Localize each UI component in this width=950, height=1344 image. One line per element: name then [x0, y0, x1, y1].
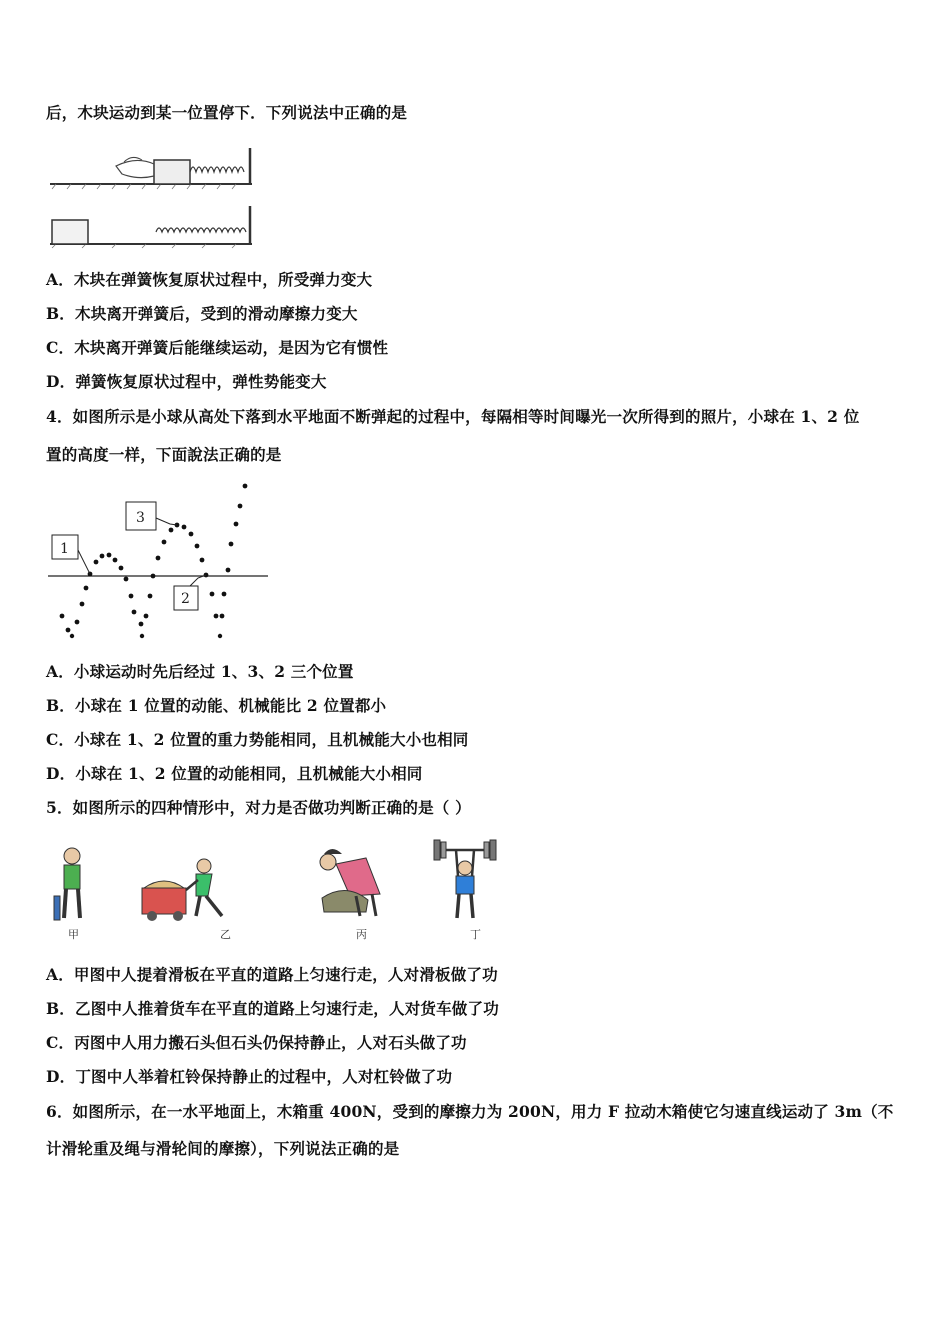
q5-stem: 5．如图所示的四种情形中，对力是否做功判断正确的是（ ）	[46, 798, 471, 817]
q4-option-a: A．小球运动时先后经过 1、3、2 三个位置	[46, 662, 354, 681]
bouncing-ball-figure	[46, 478, 272, 640]
q5-option-c: C．丙图中人用力搬石头但石头仍保持静止，人对石头做了功	[46, 1033, 467, 1052]
spring-block-figure	[46, 142, 256, 250]
label-1: 1	[60, 541, 69, 557]
q5-option-d: D．丁图中人举着杠铃保持静止的过程中，人对杠铃做了功	[46, 1067, 453, 1086]
q4-stem-line2: 置的高度一样，下面說法正确的是	[46, 445, 282, 464]
scene-ding	[434, 840, 496, 941]
caption-jia: 甲	[68, 928, 79, 941]
scene-yi	[142, 859, 231, 941]
q3-option-a: A．木块在弹簧恢复原状过程中，所受弹力变大	[46, 270, 373, 289]
q6-stem-line1: 6．如图所示，在一水平地面上，木箱重 400N，受到的摩擦力为 200N，用力 F 拉动木箱使它匀速直线运动了 3m（不	[46, 1102, 894, 1121]
q4-option-d: D．小球在 1、2 位置的动能相同，且机械能大小相同	[46, 764, 423, 783]
q3-stem-end: 后，木块运动到某一位置停下．下列说法中正确的是	[46, 103, 408, 122]
q5-option-b: B．乙图中人推着货车在平直的道路上匀速行走，人对货车做了功	[46, 999, 499, 1018]
q3-option-b: B．木块离开弹簧后，受到的滑动摩擦力变大	[46, 304, 358, 323]
q6-stem-line2: 计滑轮重及绳与滑轮间的摩擦），下列说法正确的是	[46, 1139, 400, 1158]
q4-stem-line1: 4．如图所示是小球从高处下落到水平地面不断弹起的过程中，每隔相等时间曝光一次所得到的照片，小球在 1、2 位	[46, 407, 860, 426]
work-scenes-figure	[46, 836, 506, 946]
q4-option-c: C．小球在 1、2 位置的重力势能相同，且机械能大小也相同	[46, 730, 469, 749]
scene-jia	[54, 848, 80, 941]
caption-yi: 乙	[220, 928, 231, 941]
q3-option-d: D．弹簧恢复原状过程中，弹性势能变大	[46, 372, 327, 391]
label-3: 3	[136, 510, 145, 526]
q3-option-c: C．木块离开弹簧后能继续运动，是因为它有惯性	[46, 338, 389, 357]
caption-ding: 丁	[470, 928, 481, 941]
caption-bing: 丙	[356, 928, 367, 941]
q4-option-b: B．小球在 1 位置的动能、机械能比 2 位置都小	[46, 696, 387, 715]
q5-option-a: A．甲图中人提着滑板在平直的道路上匀速行走，人对滑板做了功	[46, 965, 498, 984]
scene-bing	[320, 849, 380, 941]
label-2: 2	[181, 591, 190, 607]
